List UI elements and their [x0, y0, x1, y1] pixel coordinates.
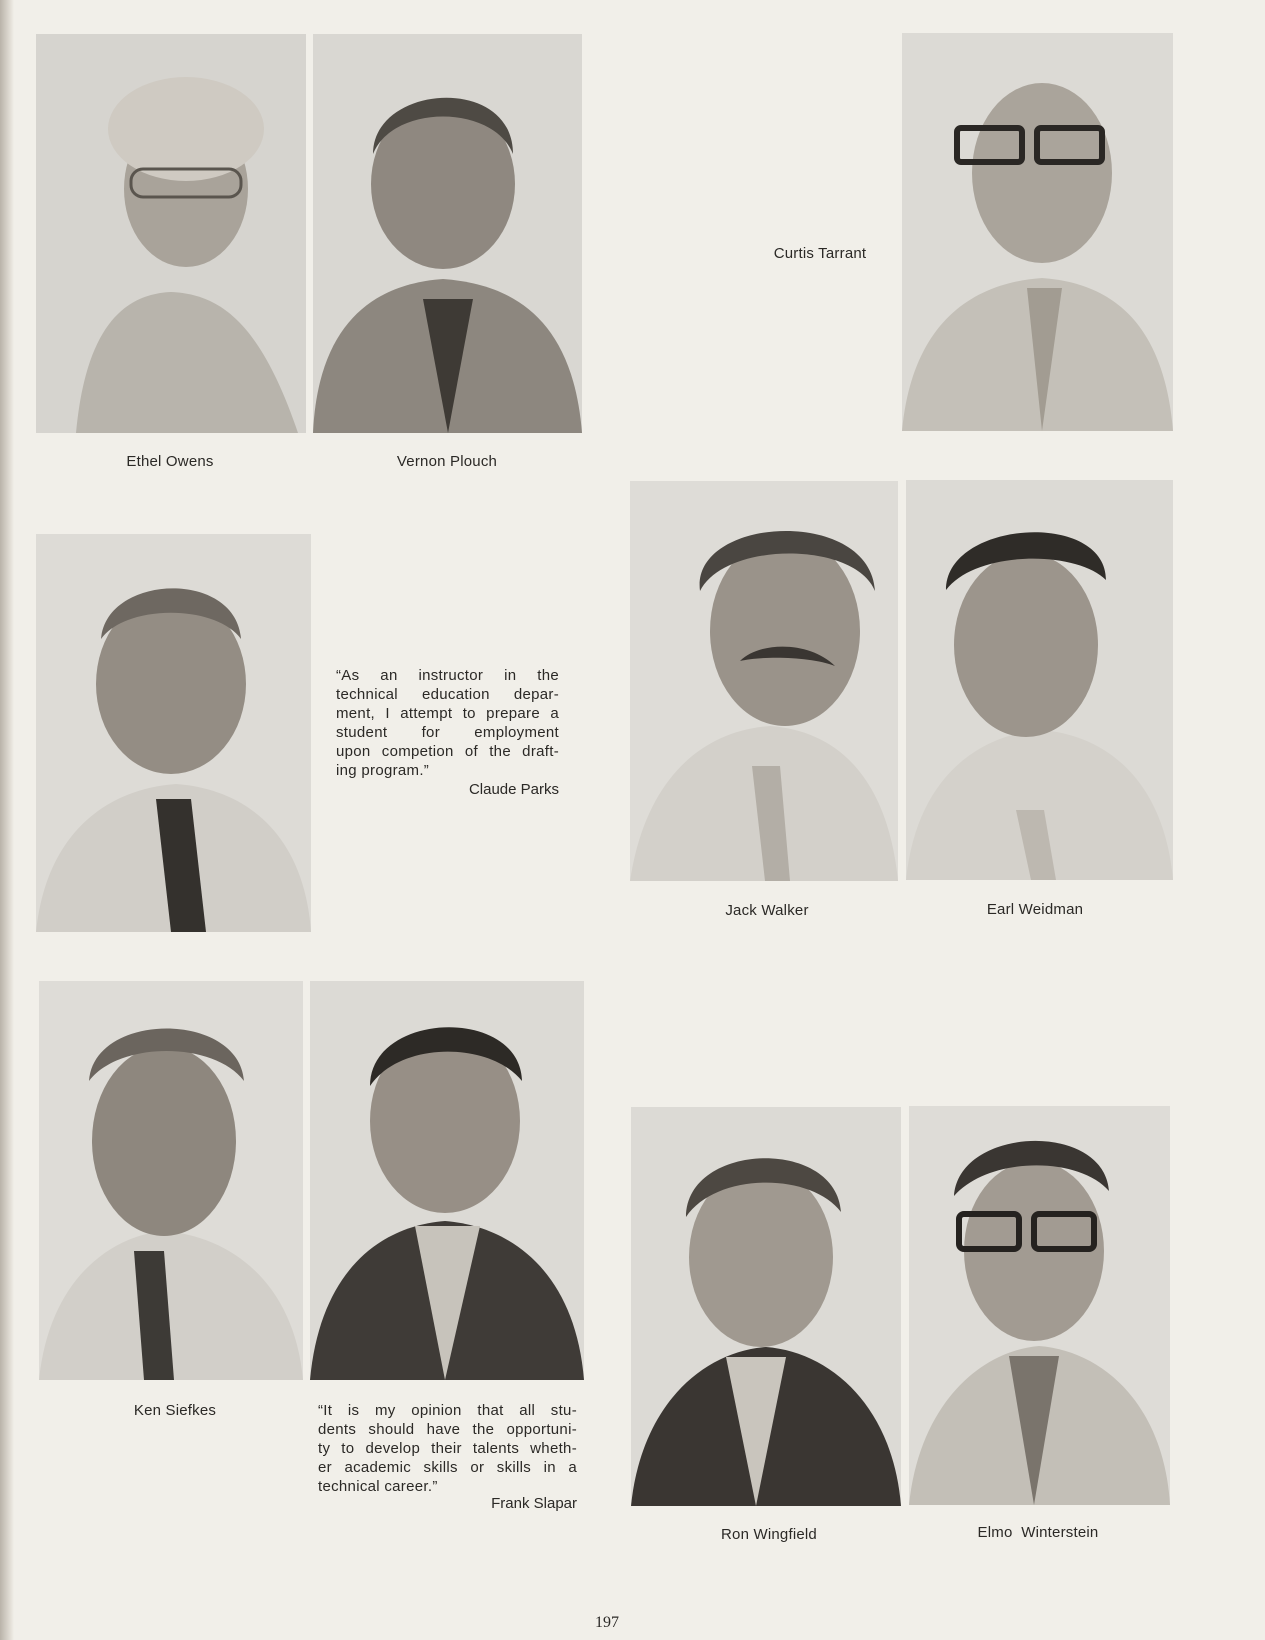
portrait-photo-jack-walker	[630, 481, 898, 881]
portrait-photo-earl-weidman	[906, 480, 1173, 880]
portrait-image	[36, 34, 306, 433]
portrait-image	[906, 480, 1173, 880]
portrait-photo-ron-wingfield	[631, 1107, 901, 1506]
quote-claude-parks	[336, 666, 559, 780]
page-gutter-edge	[0, 0, 14, 1640]
portrait-image	[313, 34, 582, 433]
caption-elmo-winterstein: Elmo Winterstein	[977, 1524, 1099, 1541]
quote-attribution-claude-parks: Claude Parks	[468, 781, 559, 798]
caption-earl-weidman: Earl Weidman	[986, 901, 1084, 918]
portrait-image	[39, 981, 303, 1380]
quote-line: ment, I attempt to prepare a	[336, 705, 559, 722]
quote-line: technical career.”	[318, 1478, 438, 1495]
quote-line: “It is my opinion that all stu-	[318, 1402, 577, 1419]
portrait-image	[630, 481, 898, 881]
portrait-photo-frank-slapar	[310, 981, 584, 1380]
quote-line: technical education depar-	[336, 686, 559, 703]
portrait-image	[310, 981, 584, 1380]
caption-curtis-tarrant: Curtis Tarrant	[773, 245, 867, 262]
caption-jack-walker: Jack Walker	[725, 902, 809, 919]
caption-ron-wingfield: Ron Wingfield	[721, 1526, 817, 1543]
quote-line: er academic skills or skills in a	[318, 1459, 577, 1476]
portrait-photo-vernon-plouch	[313, 34, 582, 433]
portrait-image	[631, 1107, 901, 1506]
portrait-photo-curtis-tarrant	[902, 33, 1173, 431]
caption-ethel-owens: Ethel Owens	[126, 453, 214, 470]
page-number: 197	[595, 1614, 619, 1631]
caption-vernon-plouch: Vernon Plouch	[396, 453, 498, 470]
quote-attribution-frank-slapar: Frank Slapar	[491, 1495, 577, 1512]
portrait-image	[909, 1106, 1170, 1505]
quote-line: ty to develop their talents wheth-	[318, 1440, 577, 1457]
quote-line: ing program.”	[336, 762, 430, 779]
quote-line: “As an instructor in the	[336, 667, 559, 684]
caption-ken-siefkes: Ken Siefkes	[133, 1402, 217, 1419]
portrait-image	[902, 33, 1173, 431]
quote-frank-slapar	[318, 1401, 577, 1496]
quote-line: upon competion of the draft-	[336, 743, 559, 760]
portrait-photo-ethel-owens	[36, 34, 306, 433]
quote-line: student for employment	[336, 724, 559, 741]
portrait-image	[36, 534, 311, 932]
quote-line: dents should have the opportuni-	[318, 1421, 577, 1438]
portrait-photo-elmo-winterstein	[909, 1106, 1170, 1505]
portrait-photo-claude-parks	[36, 534, 311, 932]
portrait-photo-ken-siefkes	[39, 981, 303, 1380]
